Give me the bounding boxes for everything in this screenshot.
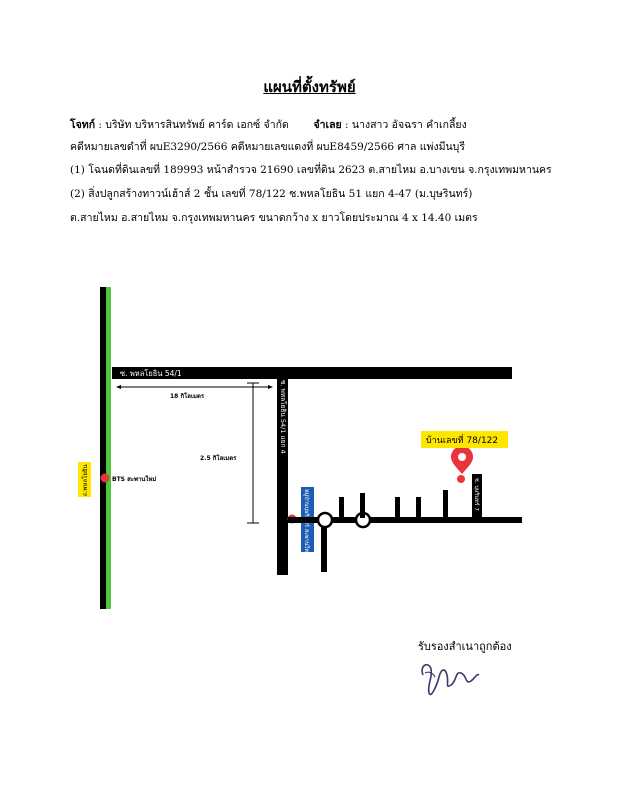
document-title: แผนที่ตั้งทรัพย์ (263, 78, 356, 96)
land-deed-line: (1) โฉนดที่ดินเลขที่ 189993 หน้าสำรวจ 21690 เลขที่ดิน 2623 ต.สายไหม อ.บางเขน จ.กรุงเทพมหานคร (70, 164, 552, 176)
distance1-arrowhead-right (268, 385, 273, 389)
building-line-continued: ต.สายไหม อ.สายไหม จ.กรุงเทพมหานคร ขนาดกว้าง x ยาวโดยประมาณ 4 x 14.40 เมตร (70, 212, 478, 224)
plaintiff-label: โจทก์ (70, 119, 96, 131)
case-number-line: คดีหมายเลขดำที่ ผบE3290/2566 คดีหมายเลขแดงที่ ผบE8459/2566 ศาล แพ่งมีนบุรี (70, 141, 465, 153)
defendant-name: : นางสาว อัจฉรา คำเกลี้ยง (345, 119, 467, 131)
distance1-arrowhead-left (116, 385, 121, 389)
building-line: (2) สิ่งปลูกสร้างทาวน์เฮ้าส์ 2 ชั้น เลขที่ 78/122 ซ.พหลโยธิน 51 แยก 4-47 (ม.บุษรินทร์) (70, 188, 473, 200)
defendant-label: จำเลย (313, 119, 342, 131)
bts-label: BTS สะพานใหม่ (112, 476, 157, 483)
side-lane-5 (443, 490, 448, 518)
bts-marker (101, 474, 110, 483)
house-soi-label: ซ. บุษรินทร์ 7 (473, 478, 479, 511)
main-road-label: ถ.พหลโยธิน (82, 464, 89, 496)
house-label: บ้านเลขที่ 78/122 (426, 436, 499, 446)
roundabout-1 (318, 513, 332, 527)
side-lane-1 (339, 497, 344, 518)
plaintiff-name: : บริษัท บริหารสินทรัพย์ คาร์ด เอกซ์ จำกัด (98, 119, 289, 131)
house-marker-dot (457, 475, 465, 483)
soi-label: ซ. พหลโยธิน 54/1 (120, 369, 182, 378)
signature (415, 655, 485, 700)
side-lane-2 (360, 493, 365, 518)
distance2-label: 2.5 กิโลเมตร (200, 455, 237, 462)
location-pin-hole (458, 453, 466, 461)
certify-text: รับรองสำเนาถูกต้อง (418, 640, 512, 653)
soi2-label: ซ. พหลโยธิน 54/1 แยก 4 (279, 380, 287, 454)
distance1-label: 18 กิโลเมตร (170, 393, 205, 400)
side-lane-4 (416, 497, 421, 518)
main-road (100, 287, 106, 609)
side-lane-3 (395, 497, 400, 518)
